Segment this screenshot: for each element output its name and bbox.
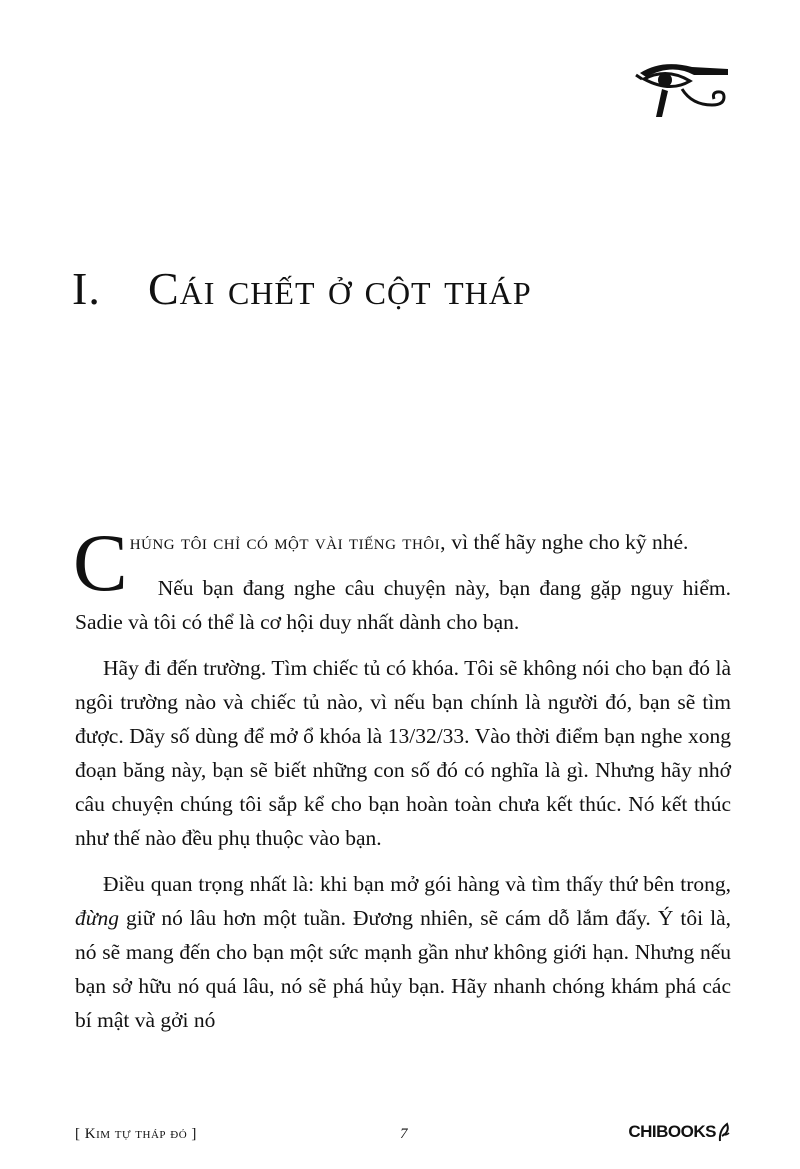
publisher-logo: CHIBOOKS [628, 1122, 731, 1142]
chapter-title: Cái chết ở cột tháp [148, 263, 532, 314]
paragraph: Chúng tôi chỉ có một vài tiếng thôi, vì thế hãy nghe cho kỹ nhé. [73, 517, 689, 608]
page-number: 7 [400, 1126, 408, 1142]
chapter-number: I. [72, 263, 101, 314]
leaf-icon [717, 1122, 731, 1142]
paragraph: Điều quan trọng nhất là: khi bạn mở gói hàng và tìm thấy thứ bên trong, đừng giữ nó lâu hơn một tuần. Đương nhiên, sẽ cám dỗ lắm đấy. Ý tôi là, nó sẽ mang đến cho bạn một sức mạnh gần như không giới hạn. Nhưng nếu bạn sở hữu nó quá lâu, nó sẽ phá hủy bạn. Hãy nhanh chóng khám phá các bí mật và gởi nó [75, 872, 731, 1032]
paragraph: Hãy đi đến trường. Tìm chiếc tủ có khóa. Tôi sẽ không nói cho bạn đó là ngôi trường nào và chiếc tủ nào, vì nếu bạn chính là người đó, bạn sẽ tìm được. Dãy số dùng để mở ổ khóa là 13/32/33. Vào thời điểm bạn nghe xong đoạn băng này, bạn sẽ biết những con số đó có nghĩa là gì. Nhưng hãy nhớ câu chuyện chúng tôi sắp kể cho bạn hoàn toàn chưa kết thúc. Nó kết thúc như thế nào đều phụ thuộc vào bạn. [75, 656, 731, 850]
chapter-heading [72, 262, 732, 315]
eye-of-horus-icon [632, 55, 732, 125]
lead-in: húng tôi chỉ có một vài tiếng thôi, [129, 530, 446, 554]
drop-cap: C [73, 517, 128, 608]
emphasis: đừng [75, 906, 119, 930]
body-text [73, 517, 731, 1049]
paragraph: Nếu bạn đang nghe câu chuyện này, bạn đang gặp nguy hiểm. Sadie và tôi có thể là cơ hội duy nhất dành cho bạn. [75, 576, 731, 634]
running-title: [ Kim tự tháp đỏ ] [75, 1126, 197, 1142]
page-footer [75, 1122, 731, 1152]
